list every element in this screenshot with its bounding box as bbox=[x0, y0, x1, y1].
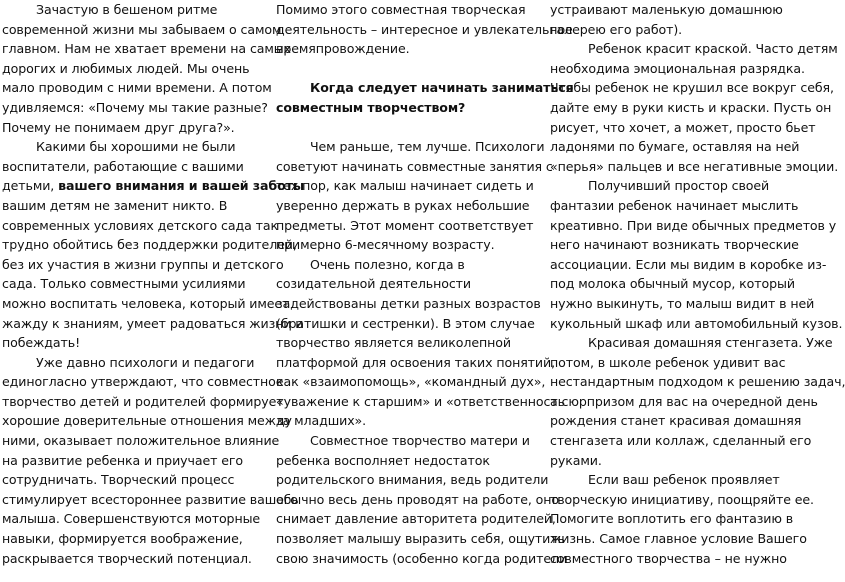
line-text: примерно 6-месячному возрасту. bbox=[276, 237, 495, 253]
line-text: мало проводим с ними времени. А потом bbox=[2, 80, 272, 96]
text-line bbox=[2, 176, 305, 196]
text-line bbox=[276, 216, 540, 236]
line-text: стенгазета или коллаж, сделанный его bbox=[550, 433, 812, 449]
text-line bbox=[550, 392, 816, 412]
text-line bbox=[276, 314, 540, 334]
text-line bbox=[550, 255, 827, 275]
line-text: побеждать! bbox=[2, 335, 81, 351]
line-text: тех пор, как малыш начинает сидеть и bbox=[276, 178, 534, 194]
text-line bbox=[550, 490, 816, 510]
line-text: хорошие доверительные отношения между bbox=[2, 413, 292, 429]
text-line bbox=[550, 549, 816, 569]
line-text: ними, оказывает положительное влияние bbox=[2, 433, 280, 449]
text-line bbox=[2, 78, 272, 98]
line-text: жажду к знаниям, умеет радоваться жизни и bbox=[2, 315, 304, 331]
text-line bbox=[276, 509, 556, 529]
text-line bbox=[2, 529, 267, 549]
text-column-left bbox=[2, 0, 305, 582]
line-text: главном. Нам не хватает времени на самых bbox=[2, 41, 291, 57]
text-line bbox=[276, 411, 540, 431]
line-text: навыки, формируется воображение, bbox=[2, 531, 243, 547]
text-line bbox=[2, 137, 267, 157]
line-text: Чтобы ребенок не крушил все вокруг себя, bbox=[550, 80, 834, 96]
text-line bbox=[2, 470, 267, 490]
text-line bbox=[550, 216, 837, 236]
line-text: Совместное творчество матери и bbox=[310, 433, 530, 449]
text-line bbox=[276, 372, 546, 392]
text-line bbox=[276, 451, 540, 471]
line-text: творчество является великолепной bbox=[276, 335, 511, 351]
line-text: воспитатели, работающие с вашими bbox=[2, 158, 244, 174]
line-text: трудно обойтись без поддержки родителей, bbox=[2, 237, 297, 253]
text-line bbox=[550, 59, 816, 79]
text-line bbox=[550, 39, 838, 59]
text-line bbox=[276, 78, 574, 98]
line-text: дайте ему в руки кисть и краски. Пусть он bbox=[550, 99, 832, 115]
line-text: удивляемся: «Почему мы такие разные? bbox=[2, 99, 268, 115]
text-line bbox=[550, 353, 816, 373]
line-text: нужно выкинуть, то малыш видит в ней bbox=[550, 295, 815, 311]
text-line bbox=[2, 411, 292, 431]
line-text: раскрывается творческий потенциал. bbox=[2, 550, 252, 566]
line-text: жизнь. Самое главное условие Вашего bbox=[550, 531, 807, 547]
line-text: творческую инициативу, поощряйте ее. bbox=[550, 491, 814, 507]
line-text: креативно. При виде обычных предметов у bbox=[550, 217, 837, 233]
text-line bbox=[550, 529, 816, 549]
text-line bbox=[2, 255, 284, 275]
text-line bbox=[2, 0, 267, 20]
line-text: Чем раньше, тем лучше. Психологи bbox=[310, 139, 545, 155]
line-text: фантазии ребенок начинает мыслить bbox=[550, 197, 799, 213]
text-line bbox=[550, 470, 816, 490]
line-text: деятельность – интересное и увлекательное bbox=[276, 21, 573, 37]
line-text: Почему не понимаем друг друга?». bbox=[2, 119, 235, 135]
text-line bbox=[550, 0, 816, 20]
line-text: «уважение к старшим» и «ответственность bbox=[276, 393, 565, 409]
line-text: нестандартным подходом к решению задач, bbox=[550, 374, 845, 390]
line-text: (братишки и сестренки). В этом случае bbox=[276, 315, 535, 331]
text-line bbox=[276, 274, 540, 294]
text-line bbox=[550, 78, 834, 98]
line-text: современных условиях детского сада так bbox=[2, 217, 278, 233]
line-text: можно воспитать человека, который имеет bbox=[2, 295, 290, 311]
text-line bbox=[550, 333, 833, 353]
text-line bbox=[2, 98, 267, 118]
line-text: Помимо этого совместная творческая bbox=[276, 2, 526, 17]
line-text: Зачастую в бешеном ритме bbox=[36, 2, 218, 17]
line-text: Если ваш ребенок проявляет bbox=[588, 472, 780, 488]
line-text: уверенно держать в руках небольшие bbox=[276, 197, 530, 213]
bold-text: Когда следует начинать заниматься bbox=[310, 80, 574, 96]
line-text: снимает давление авторитета родителей, bbox=[276, 511, 556, 527]
line-text: стимулирует всестороннее развитие вашего bbox=[2, 491, 298, 507]
text-line bbox=[276, 196, 540, 216]
line-text: него начинают возникать творческие bbox=[550, 237, 799, 253]
line-text: ладонями по бумаге, оставляя на ней bbox=[550, 139, 800, 155]
text-line bbox=[276, 98, 540, 118]
line-text: рождения станет красивая домашняя bbox=[550, 413, 802, 429]
line-text: малыша. Совершенствуются моторные bbox=[2, 511, 261, 527]
line-text: совместного творчества – не нужно bbox=[550, 550, 787, 566]
line-text: вашим детям не заменит никто. В bbox=[2, 197, 228, 213]
line-text: как «взаимопомощь», «командный дух», bbox=[276, 374, 546, 390]
text-line bbox=[276, 353, 555, 373]
text-line bbox=[276, 431, 540, 451]
line-text: творчество детей и родителей формирует bbox=[2, 393, 284, 409]
line-text: Очень полезно, когда в bbox=[310, 256, 465, 272]
bold-text: совместным творчеством? bbox=[276, 99, 466, 115]
line-text: под молока обычный мусор, который bbox=[550, 276, 795, 292]
line-text: Какими бы хорошими не были bbox=[36, 139, 236, 155]
text-line bbox=[276, 20, 573, 40]
bold-text: вашего внимания и вашей заботы bbox=[58, 178, 305, 194]
text-line bbox=[2, 372, 284, 392]
line-text: рисует, что хочет, а может, просто бьет bbox=[550, 119, 816, 135]
line-text: детьми, bbox=[2, 178, 59, 194]
text-line bbox=[276, 529, 565, 549]
line-text: сада. Только совместными усилиями bbox=[2, 276, 246, 292]
line-text: руками. bbox=[550, 452, 602, 468]
line-text: дорогих и любимых людей. Мы очень bbox=[2, 60, 250, 76]
text-line bbox=[550, 509, 816, 529]
line-text: Получивший простор своей bbox=[588, 178, 770, 194]
line-text: обычно весь день проводят на работе, оно bbox=[276, 491, 559, 507]
text-line bbox=[550, 98, 832, 118]
text-line bbox=[550, 196, 816, 216]
line-text: современной жизни мы забываем о самом bbox=[2, 21, 282, 37]
text-line bbox=[276, 235, 540, 255]
text-line bbox=[550, 20, 816, 40]
text-line bbox=[276, 176, 540, 196]
text-line bbox=[2, 314, 304, 334]
line-text: без их участия в жизни группы и детского bbox=[2, 256, 284, 272]
text-line bbox=[2, 274, 267, 294]
line-text: устраивают маленькую домашнюю bbox=[550, 2, 783, 17]
text-line bbox=[2, 490, 298, 510]
text-line bbox=[2, 294, 290, 314]
line-text: а сюрпризом для вас на очередной день bbox=[550, 393, 818, 409]
line-text: необходима эмоциональная разрядка. bbox=[550, 60, 805, 76]
text-line bbox=[276, 137, 545, 157]
line-text: галерею его работ). bbox=[550, 21, 683, 37]
text-line bbox=[276, 157, 553, 177]
line-text: родительского внимания, ведь родители bbox=[276, 472, 549, 488]
line-text: потом, в школе ребенок удивит вас bbox=[550, 354, 786, 370]
text-line bbox=[2, 235, 297, 255]
line-text: кукольный шкаф или автомобильный кузов. bbox=[550, 315, 843, 331]
text-line bbox=[2, 39, 291, 59]
text-line bbox=[2, 509, 267, 529]
line-text: советуют начинать совместные занятия с bbox=[276, 158, 553, 174]
line-text: Уже давно психологи и педагоги bbox=[36, 354, 255, 370]
text-line bbox=[550, 137, 816, 157]
text-line bbox=[2, 353, 267, 373]
blank-line bbox=[276, 59, 540, 79]
text-column-middle bbox=[276, 0, 574, 582]
text-line bbox=[2, 451, 267, 471]
text-line bbox=[2, 549, 267, 569]
text-line bbox=[550, 411, 816, 431]
text-line bbox=[2, 157, 267, 177]
text-line bbox=[2, 392, 284, 412]
line-text: созидательной деятельности bbox=[276, 276, 471, 292]
text-line bbox=[276, 392, 565, 412]
text-line bbox=[2, 216, 278, 236]
line-text: на развитие ребенка и приучает его bbox=[2, 452, 244, 468]
blank-line bbox=[276, 118, 540, 138]
line-text: свою значимость (особенно когда родители bbox=[276, 550, 568, 566]
text-line bbox=[550, 157, 839, 177]
line-text: платформой для освоения таких понятий, bbox=[276, 354, 555, 370]
line-text: позволяет малышу выразить себя, ощутить bbox=[276, 531, 565, 547]
text-line bbox=[550, 274, 816, 294]
line-text: единогласно утверждают, что совместное bbox=[2, 374, 284, 390]
line-text: ребенка восполняет недостаток bbox=[276, 452, 490, 468]
text-line bbox=[276, 470, 549, 490]
line-text: Ребенок красит краской. Часто детям bbox=[588, 41, 838, 57]
text-line bbox=[550, 176, 816, 196]
line-text: сотрудничать. Творческий процесс bbox=[2, 472, 235, 488]
line-text: «перья» пальцев и все негативные эмоции. bbox=[550, 158, 839, 174]
line-text: предметы. Этот момент соответствует bbox=[276, 217, 534, 233]
text-line bbox=[276, 333, 540, 353]
text-line bbox=[276, 0, 540, 20]
line-text: ассоциации. Если мы видим в коробке из- bbox=[550, 256, 827, 272]
text-line bbox=[276, 490, 559, 510]
text-line bbox=[550, 431, 816, 451]
text-line bbox=[550, 235, 816, 255]
line-text: времяпровождение. bbox=[276, 41, 410, 57]
text-line bbox=[276, 255, 540, 275]
text-line bbox=[2, 196, 267, 216]
text-line bbox=[2, 20, 282, 40]
text-column-right bbox=[550, 0, 845, 582]
line-text: задействованы детки разных возрастов bbox=[276, 295, 541, 311]
text-line bbox=[2, 59, 267, 79]
text-line bbox=[550, 294, 816, 314]
text-line bbox=[276, 294, 540, 314]
text-line bbox=[2, 431, 280, 451]
line-text: за младших». bbox=[276, 413, 367, 429]
text-line bbox=[2, 118, 267, 138]
text-line bbox=[2, 333, 267, 353]
text-line bbox=[276, 39, 540, 59]
text-line bbox=[550, 372, 845, 392]
text-line bbox=[276, 549, 568, 569]
text-line bbox=[550, 118, 816, 138]
text-line bbox=[550, 314, 843, 334]
line-text: Помогите воплотить его фантазию в bbox=[550, 511, 794, 527]
line-text: Красивая домашняя стенгазета. Уже bbox=[588, 335, 833, 351]
text-line bbox=[550, 451, 816, 471]
